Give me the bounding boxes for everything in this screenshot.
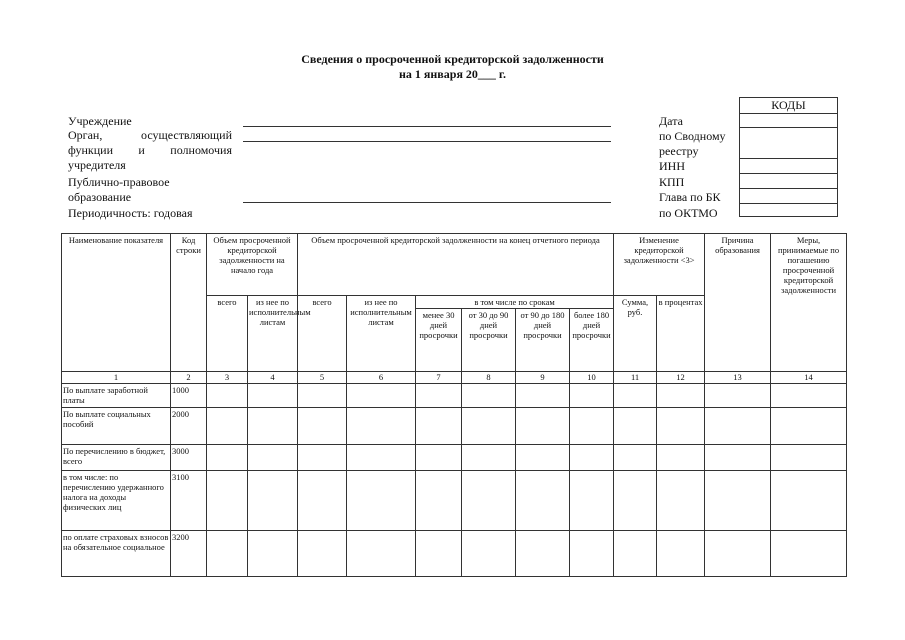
institution-field[interactable] <box>243 126 611 127</box>
table-header-row-1 <box>62 234 847 296</box>
row-code: 3000 <box>171 445 207 471</box>
data-cell[interactable] <box>462 408 516 445</box>
organ-label-line3: учредителя <box>68 158 126 172</box>
data-cell[interactable] <box>347 531 416 577</box>
data-cell[interactable] <box>705 384 771 408</box>
data-cell[interactable] <box>657 471 705 531</box>
glava-code-cell[interactable] <box>740 188 837 204</box>
ppo-label-line1: Публично-правовое <box>68 175 170 189</box>
debt-table <box>61 233 847 577</box>
header-change: Изменение кредиторской задолженности <3> <box>614 234 705 296</box>
data-cell[interactable] <box>705 531 771 577</box>
data-cell[interactable] <box>207 471 248 531</box>
header-term-lt30: менее 30 дней просрочки <box>416 309 462 372</box>
col-num: 10 <box>570 372 614 384</box>
data-cell[interactable] <box>516 445 570 471</box>
data-cell[interactable] <box>347 471 416 531</box>
col-num: 1 <box>62 372 171 384</box>
data-cell[interactable] <box>462 471 516 531</box>
data-cell[interactable] <box>416 408 462 445</box>
data-cell[interactable] <box>771 471 847 531</box>
data-cell[interactable] <box>347 445 416 471</box>
row-code: 1000 <box>171 384 207 408</box>
col-num: 5 <box>298 372 347 384</box>
data-cell[interactable] <box>516 531 570 577</box>
row-name: по оплате страховых взносов на обязательное социальное <box>62 531 171 577</box>
header-measures: Меры, принимаемые по погашению просроченной кредиторской задолженности <box>771 234 847 372</box>
codes-title: КОДЫ <box>771 98 806 112</box>
data-cell[interactable] <box>570 384 614 408</box>
data-cell[interactable] <box>705 445 771 471</box>
data-cell[interactable] <box>248 531 298 577</box>
table-row <box>62 408 847 445</box>
glava-label: Глава по БК <box>659 190 721 204</box>
data-cell[interactable] <box>516 408 570 445</box>
header-start-total: всего <box>207 296 248 372</box>
data-cell[interactable] <box>657 408 705 445</box>
date-code-cell[interactable] <box>740 113 837 128</box>
header-term-90-180: от 90 до 180 дней просрочки <box>516 309 570 372</box>
ppo-label-line2: образование <box>68 190 132 204</box>
row-name: По выплате социальных пособий <box>62 408 171 445</box>
organ-label-line1: Орган, осуществляющий <box>68 128 232 142</box>
data-cell[interactable] <box>705 471 771 531</box>
data-cell[interactable] <box>416 384 462 408</box>
row-name: По перечислению в бюджет, всего <box>62 445 171 471</box>
header-volume-start: Объем просроченной кредиторской задолженности на начало года <box>207 234 298 296</box>
data-cell[interactable] <box>462 384 516 408</box>
data-cell[interactable] <box>298 384 347 408</box>
header-percent: в процентах <box>657 296 705 372</box>
data-cell[interactable] <box>614 471 657 531</box>
header-reason: Причина образования <box>705 234 771 372</box>
data-cell[interactable] <box>657 531 705 577</box>
oktmo-label: по ОКТМО <box>659 206 718 220</box>
data-cell[interactable] <box>657 445 705 471</box>
data-cell[interactable] <box>207 384 248 408</box>
data-cell[interactable] <box>347 384 416 408</box>
header-start-exec: из нее по исполнительным листам <box>248 296 298 372</box>
col-num: 14 <box>771 372 847 384</box>
row-name: в том числе: по перечислению удержанного налога на доходы физических лиц <box>62 471 171 531</box>
data-cell[interactable] <box>298 531 347 577</box>
registry-code-cell[interactable] <box>740 127 837 159</box>
col-num: 11 <box>614 372 657 384</box>
col-num: 2 <box>171 372 207 384</box>
kpp-code-cell[interactable] <box>740 173 837 189</box>
data-cell[interactable] <box>298 408 347 445</box>
header-sum-rub: Сумма, руб. <box>614 296 657 372</box>
table-row <box>62 531 847 577</box>
data-cell[interactable] <box>771 408 847 445</box>
data-cell[interactable] <box>416 445 462 471</box>
col-num: 4 <box>248 372 298 384</box>
data-cell[interactable] <box>771 531 847 577</box>
codes-box <box>739 97 838 217</box>
report-title <box>0 52 905 82</box>
data-cell[interactable] <box>705 408 771 445</box>
col-num: 7 <box>416 372 462 384</box>
registry-label-line2: реестру <box>659 144 699 158</box>
inn-code-cell[interactable] <box>740 158 837 174</box>
periodicity-label: Периодичность: годовая <box>68 206 193 220</box>
institution-label: Учреждение <box>68 114 132 128</box>
data-cell[interactable] <box>570 531 614 577</box>
col-num: 6 <box>347 372 416 384</box>
data-cell[interactable] <box>516 384 570 408</box>
data-cell[interactable] <box>298 445 347 471</box>
data-cell[interactable] <box>657 384 705 408</box>
header-by-terms: в том числе по срокам <box>416 296 614 309</box>
organ-field[interactable] <box>243 141 611 142</box>
data-cell[interactable] <box>614 408 657 445</box>
data-cell[interactable] <box>248 384 298 408</box>
data-cell[interactable] <box>248 445 298 471</box>
data-cell[interactable] <box>570 445 614 471</box>
data-cell[interactable] <box>416 531 462 577</box>
header-name: Наименование показателя <box>62 234 171 372</box>
col-num: 12 <box>657 372 705 384</box>
data-cell[interactable] <box>614 531 657 577</box>
data-cell[interactable] <box>416 471 462 531</box>
header-term-30-90: от 30 до 90 дней просрочки <box>462 309 516 372</box>
row-code: 2000 <box>171 408 207 445</box>
ppo-field[interactable] <box>243 202 611 203</box>
date-label: Дата <box>659 114 683 128</box>
column-numbers-row <box>62 372 847 384</box>
data-cell[interactable] <box>207 531 248 577</box>
data-cell[interactable] <box>462 445 516 471</box>
kpp-label: КПП <box>659 175 685 189</box>
report-title-line2: на 1 января 20___ г. <box>398 67 507 81</box>
data-cell[interactable] <box>207 408 248 445</box>
organ-label-line2: функции и полномочия <box>68 143 232 157</box>
registry-label-line1: по Сводному <box>659 129 726 143</box>
col-num: 8 <box>462 372 516 384</box>
header-term-gt180: более 180 дней просрочки <box>570 309 614 372</box>
data-cell[interactable] <box>570 471 614 531</box>
table-row <box>62 471 847 531</box>
report-title-line1: Сведения о просроченной кредиторской задолженности <box>301 52 604 66</box>
header-code: Код строки <box>171 234 207 372</box>
data-cell[interactable] <box>771 445 847 471</box>
header-volume-end: Объем просроченной кредиторской задолженности на конец отчетного периода <box>298 234 614 296</box>
data-cell[interactable] <box>462 531 516 577</box>
data-cell[interactable] <box>248 471 298 531</box>
row-name: По выплате заработной платы <box>62 384 171 408</box>
row-code: 3100 <box>171 471 207 531</box>
data-cell[interactable] <box>298 471 347 531</box>
data-cell[interactable] <box>771 384 847 408</box>
header-end-exec: из нее по исполнительным листам <box>347 296 416 372</box>
data-cell[interactable] <box>614 384 657 408</box>
row-code: 3200 <box>171 531 207 577</box>
col-num: 13 <box>705 372 771 384</box>
data-cell[interactable] <box>207 445 248 471</box>
data-cell[interactable] <box>248 408 298 445</box>
data-cell[interactable] <box>347 408 416 445</box>
table-row <box>62 445 847 471</box>
inn-label: ИНН <box>659 159 685 173</box>
col-num: 9 <box>516 372 570 384</box>
oktmo-code-cell[interactable] <box>740 203 837 218</box>
table-row <box>62 384 847 408</box>
data-cell[interactable] <box>570 408 614 445</box>
col-num: 3 <box>207 372 248 384</box>
data-cell[interactable] <box>516 471 570 531</box>
header-end-total: всего <box>298 296 347 372</box>
data-cell[interactable] <box>614 445 657 471</box>
